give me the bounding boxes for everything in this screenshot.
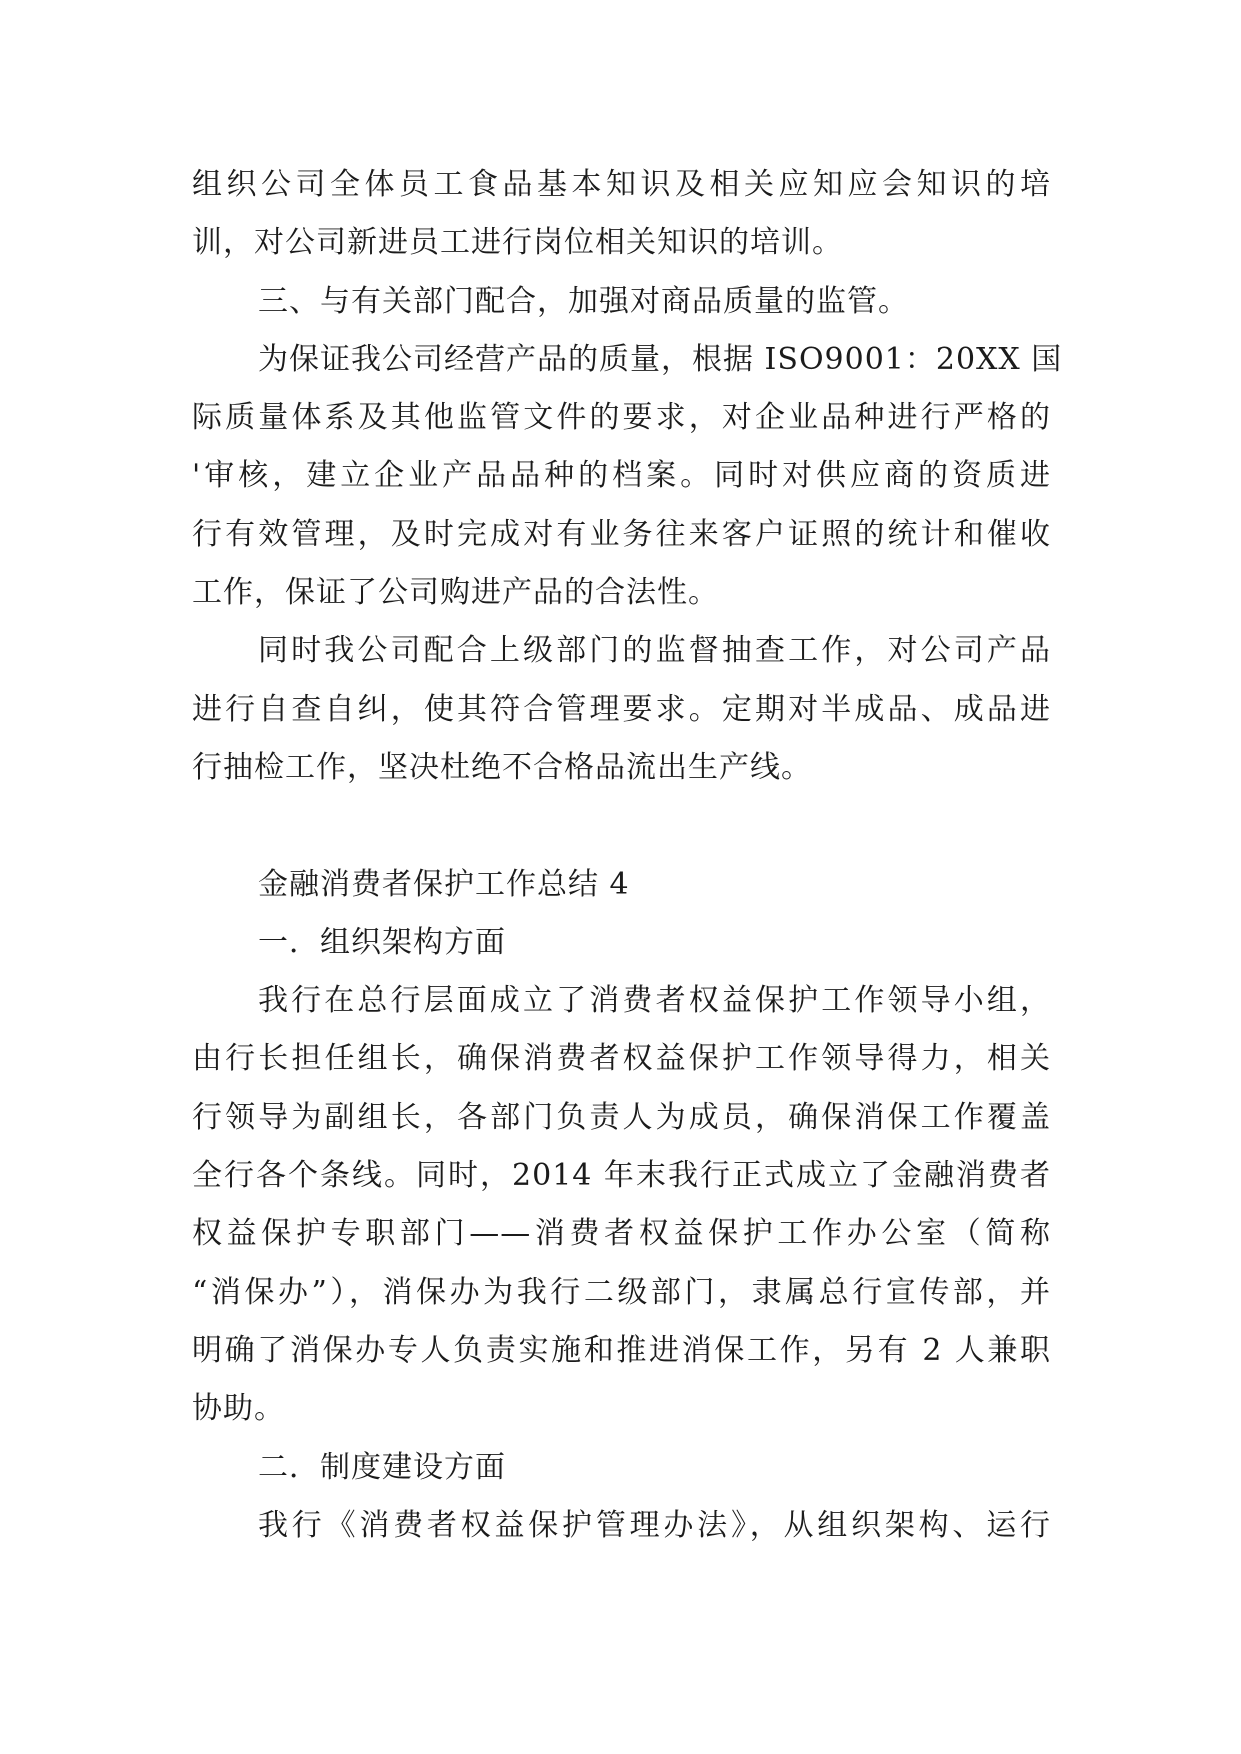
section-heading: 一．组织架构方面: [258, 924, 506, 960]
text-line: 训，对公司新进员工进行岗位相关知识的培训。: [192, 225, 843, 261]
text-line: 行领导为副组长，各部门负责人为成员，确保消保工作覆盖: [192, 1099, 1051, 1135]
text-line: 行有效管理，及时完成对有业务往来客户证照的统计和催收: [192, 516, 1051, 552]
text-line: 行抽检工作，坚决杜绝不合格品流出生产线。: [192, 749, 812, 785]
text-line: '审核，建立企业产品品种的档案。同时对供应商的资质进: [192, 458, 1051, 494]
text-line: 权益保护专职部门——消费者权益保护工作办公室（简称: [192, 1216, 1051, 1252]
document-body: [192, 156, 1063, 1555]
text-line: 三、与有关部门配合，加强对商品质量的监管。: [258, 283, 909, 319]
text-line: 为保证我公司经营产品的质量，根据 ISO9001：20XX 国: [258, 341, 1063, 377]
section-title: 金融消费者保护工作总结 4: [258, 866, 630, 902]
text-line: 我行在总行层面成立了消费者权益保护工作领导小组，: [258, 983, 1051, 1019]
text-line: 明确了消保办专人负责实施和推进消保工作，另有 2 人兼职: [192, 1332, 1051, 1368]
text-line: 协助。: [192, 1391, 285, 1427]
text-line: 工作，保证了公司购进产品的合法性。: [192, 575, 719, 611]
text-line: 全行各个条线。同时，2014 年末我行正式成立了金融消费者: [192, 1158, 1051, 1194]
text-line: 组织公司全体员工食品基本知识及相关应知应会知识的培: [192, 167, 1051, 202]
blank-line: [192, 797, 1051, 855]
text-line: 同时我公司配合上级部门的监督抽查工作，对公司产品: [258, 633, 1051, 669]
text-line: 际质量体系及其他监管文件的要求，对企业品种进行严格的: [192, 400, 1051, 436]
text-line: 我行《消费者权益保护管理办法》，从组织架构、运行: [258, 1507, 1051, 1543]
section-heading: 二．制度建设方面: [258, 1449, 506, 1485]
text-line: 进行自查自纠，使其符合管理要求。定期对半成品、成品进: [192, 691, 1051, 727]
text-line: “消保办”），消保办为我行二级部门，隶属总行宣传部，并: [192, 1274, 1051, 1310]
text-line: 由行长担任组长，确保消费者权益保护工作领导得力，相关: [192, 1041, 1051, 1077]
